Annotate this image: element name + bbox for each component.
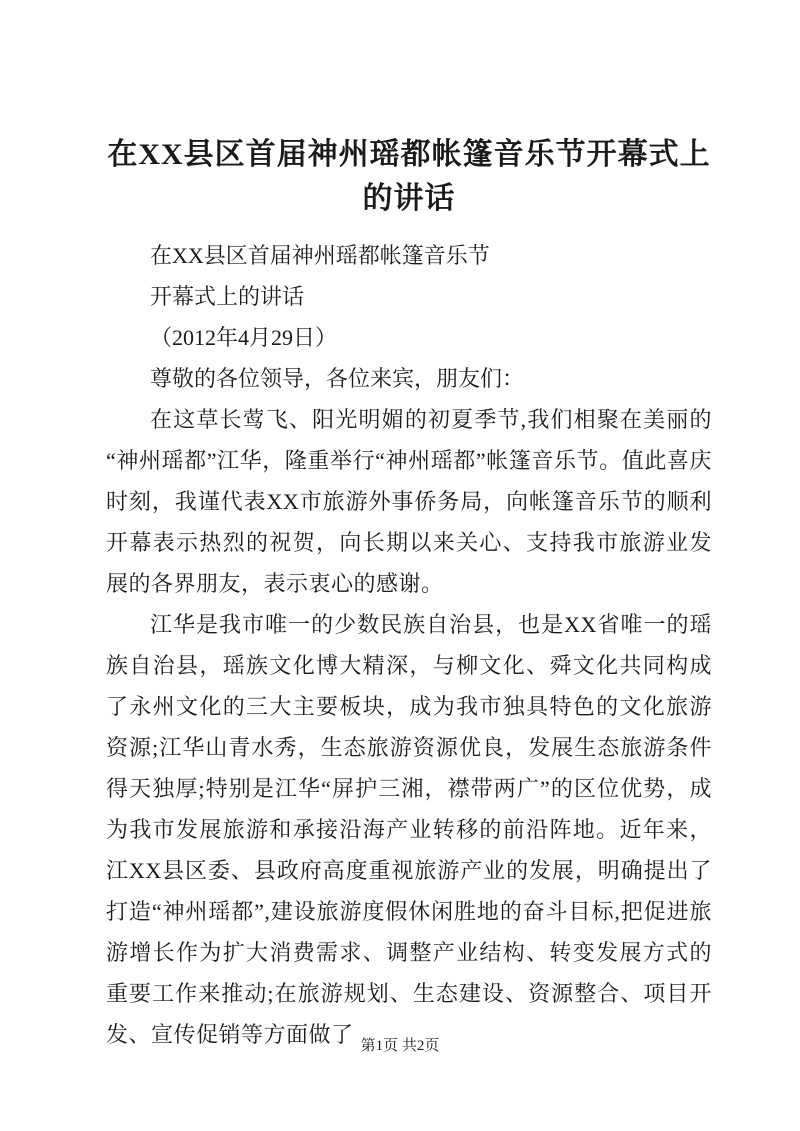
- body-paragraph-1: 在这草长莺飞、阳光明媚的初夏季节,我们相聚在美丽的“神州瑶都”江华，隆重举行“神州瑶都”帐篷音乐节。值此喜庆时刻，我谨代表XX市旅游外事侨务局，向帐篷音乐节的顺利开幕表示热烈的祝贺，向长期以来关心、支持我市旅游业发展的各界朋友，表示衷心的感谢。: [106, 407, 712, 596]
- heading-line-date: （2012年4月29日）: [150, 325, 338, 350]
- heading-line-subtitle: 开幕式上的讲话: [150, 284, 305, 309]
- body-paragraph-2: 江华是我市唯一的少数民族自治县，也是XX省唯一的瑶族自治县，瑶族文化博大精深，与柳文化、舜文化共同构成了永州文化的三大主要板块，成为我市独具特色的文化旅游资源;江华山青水秀，生态旅游资源优良，发展生态旅游条件得天独厚;特别是江华“屏护三湘，襟带两广”的区位优势，成为我市发展旅游和承接沿海产业转移的前沿阵地。近年来，江XX县区委、县政府高度重视旅游产业的发展，明确提出了打造“神州瑶都”,建设旅游度假休闲胜地的奋斗目标,把促进旅游增长作为扩大消费需求、调整产业结构、转变发展方式的重要工作来推动;在旅游规划、生态建设、资源整合、项目开发、宣传促销等方面做了: [106, 612, 712, 1047]
- salutation-line: 尊敬的各位领导，各位来宾，朋友们：: [150, 366, 525, 391]
- document-title: 在XX县区首届神州瑶都帐篷音乐节开幕式上的讲话: [107, 138, 711, 215]
- heading-line-event-name: 在XX县区首届神州瑶都帐篷音乐节: [150, 243, 490, 268]
- page-number-footer: 第1页 共2页: [360, 1038, 440, 1054]
